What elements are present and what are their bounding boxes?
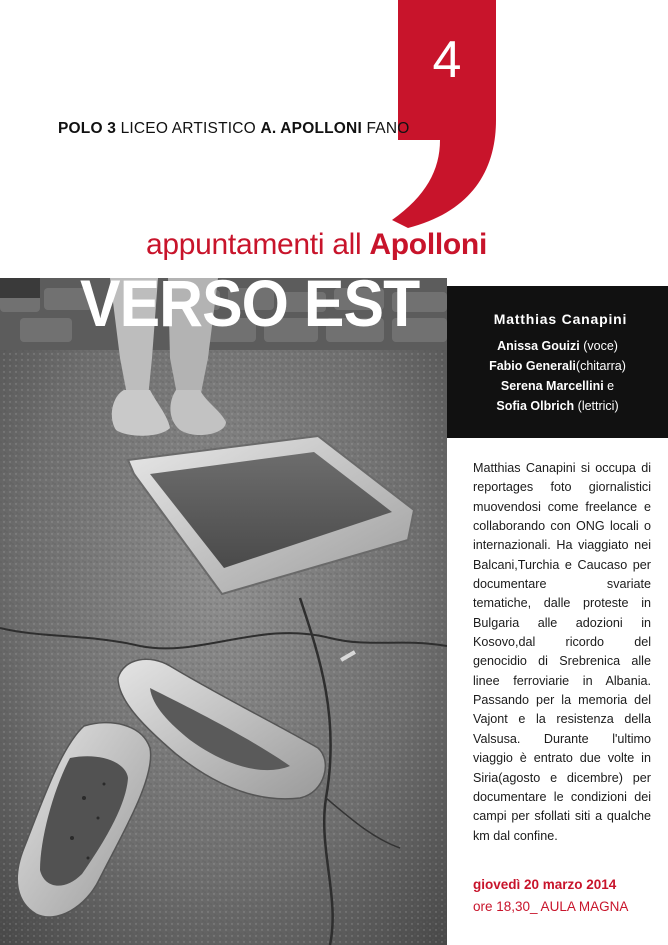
credits-box (447, 286, 668, 438)
participant-role: (lettrici) (577, 399, 619, 413)
event-photo (0, 278, 447, 945)
event-number: 4 (432, 31, 462, 89)
credits-participant (447, 396, 668, 416)
credits-author: Matthias Canapini (493, 311, 628, 327)
school-line (58, 120, 409, 138)
series-name: Apolloni (369, 228, 487, 261)
photo-illustration (0, 278, 447, 945)
event-time-place: ore 18,30_ AULA MAGNA (473, 899, 629, 914)
participant-role: e (607, 379, 615, 393)
series-prefix: appuntamenti all (146, 228, 362, 261)
participant-role: (chitarra) (575, 359, 626, 373)
event-date: giovedì 20 marzo 2014 (473, 877, 617, 892)
school-city: FANO (366, 120, 410, 137)
credits-participant (447, 336, 668, 356)
participant-role: (voce) (583, 339, 618, 353)
participant-name: Anissa Gouizi (497, 339, 580, 353)
credits-participant (447, 376, 668, 396)
participant-name: Fabio Generali (489, 359, 576, 373)
participant-name: Sofia Olbrich (496, 399, 575, 413)
credits-participant (447, 356, 668, 376)
series-heading (146, 228, 487, 262)
school-name: A. APOLLONI (260, 120, 362, 137)
author-bio: Matthias Canapini si occupa di reportages foto giornalistici muovendosi come freelance e collaborando con ONG locali o internazionali. Ha viaggiato nei Balcani,Turchia e Caucaso per documentare svariate tematiche, dalle proteste in Bulgaria alle adozioni in Kosovo,dal ricordo del genocidio di Srebrenica alle linee ferroviarie in Albania. Passando per la memoria del Vajont e la resistenza della Valsusa. Durante l'ultimo viaggio è entrato due volte in Siria(agosto e dicembre) per documentare le condizioni dei campi per sfollati siti a qualche km dal confine. (473, 461, 651, 843)
school-liceo: LICEO ARTISTICO (120, 120, 256, 137)
participant-name: Serena Marcellini (500, 379, 604, 393)
school-polo: POLO 3 (58, 120, 117, 137)
event-title: VERSO EST (80, 266, 420, 340)
